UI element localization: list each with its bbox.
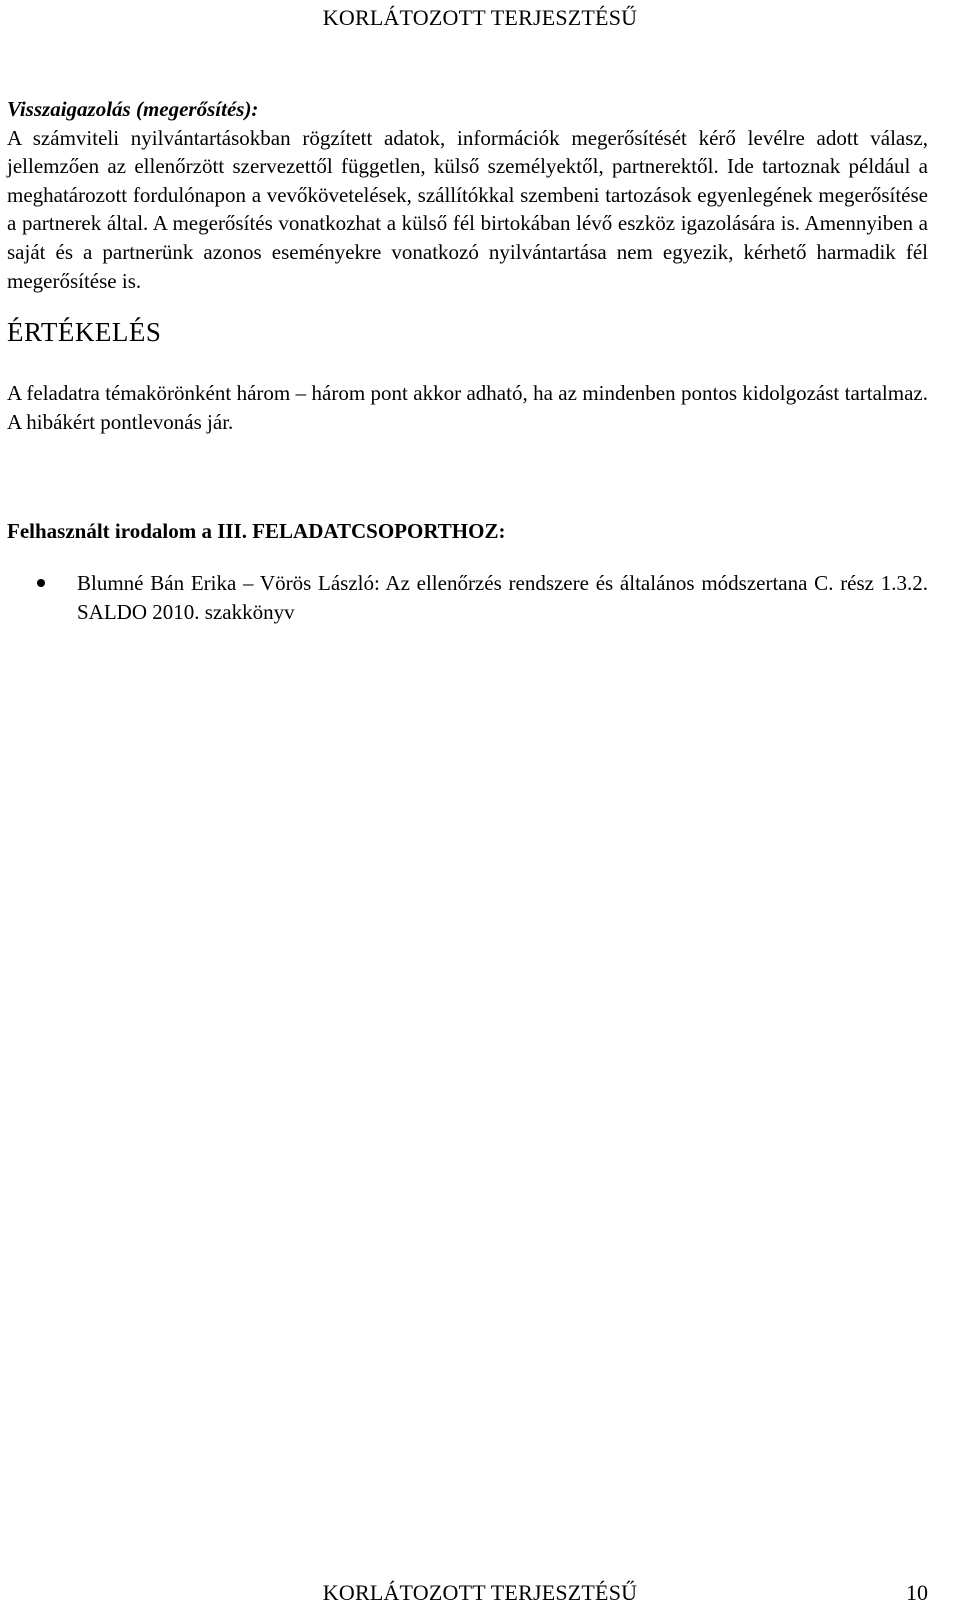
footer-title: KORLÁTOZOTT TERJESZTÉSŰ	[322, 1580, 638, 1605]
evaluation-body: A feladatra témakörönként három – három pont akkor adható, ha az mindenben pontos kidolgozást tartalmaz. A hibákért pontlevonás jár.	[7, 381, 928, 434]
list-item-text: Blumné Bán Erika – Vörös László: Az ellenőrzés rendszere és általános módszertana C. rész 1.3.2. SALDO 2010. szakkönyv	[77, 570, 928, 624]
page-content	[7, 95, 928, 626]
bullet-icon	[37, 579, 45, 587]
literature-list	[7, 569, 928, 626]
page-number: 10	[906, 1580, 928, 1605]
literature-heading: Felhasznált irodalom a III. FELADATCSOPORTHOZ:	[7, 519, 506, 544]
section-title: Visszaigazolás (megerősítés):	[7, 97, 259, 121]
list-item	[7, 569, 928, 626]
evaluation-heading: ÉRTÉKELÉS	[7, 317, 162, 348]
section-body: A számviteli nyilvántartásokban rögzített adatok, információk megerősítését kérő levélre adott válasz, jellemzően az ellenőrzött szervezettől független, külső személyektől, partnerektől. Ide tartoznak például a meghatározott fordulónapon a vevőkövetelések, szállítókkal szembeni tartozások egyenlegének megerősítése a partnerek által. A megerősítés vonatkozhat a külső fél birtokában lévő eszköz igazolására is. Amennyiben a saját és a partnerünk azonos eseményekre vonatkozó nyilvántartása nem egyezik, kérhető harmadik fél megerősítése is.	[7, 125, 928, 293]
page-header: KORLÁTOZOTT TERJESZTÉSŰ	[322, 5, 638, 30]
